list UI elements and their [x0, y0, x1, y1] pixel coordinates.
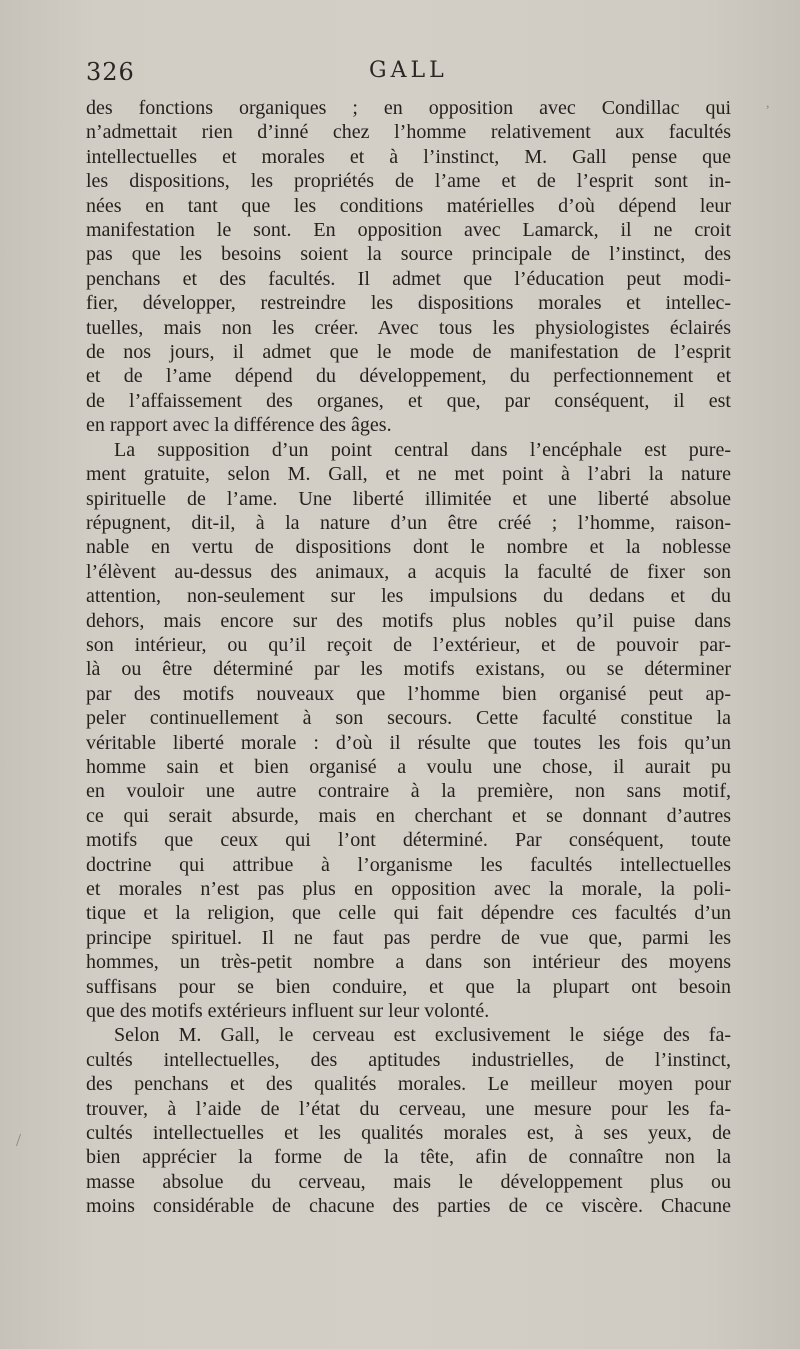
text-line: des penchans et des qualités morales. Le meilleur moyen pour [86, 1073, 731, 1096]
text-line: les dispositions, les propriétés de l’ame et de l’esprit sont in- [86, 170, 731, 193]
text-line: cultés intellectuelles, des aptitudes industrielles, de l’instinct, [86, 1048, 731, 1071]
text-line: La supposition d’un point central dans l’encéphale est pure- [114, 438, 731, 461]
text-line: intellectuelles et morales et à l’instinct, M. Gall pense que [86, 145, 731, 168]
text-line: nable en vertu de dispositions dont le nombre et la noblesse [86, 536, 731, 559]
text-line: de nos jours, il admet que le mode de manifestation de l’esprit [86, 341, 731, 364]
text-line: moins considérable de chacune des parties de ce viscère. Chacune [86, 1195, 731, 1218]
text-line: manifestation le sont. En opposition avec Lamarck, il ne croit [86, 219, 731, 242]
text-line: peler continuellement à son secours. Cette faculté constitue la [86, 707, 731, 730]
text-line: masse absolue du cerveau, mais le développement plus ou [86, 1170, 731, 1193]
text-line: hommes, un très-petit nombre a dans son intérieur des moyens [86, 951, 731, 974]
text-line: dehors, mais encore sur des motifs plus nobles qu’il puise dans [86, 609, 731, 632]
text-line: trouver, à l’aide de l’état du cerveau, une mesure pour les fa- [86, 1097, 731, 1120]
text-line: en vouloir une autre contraire à la première, non sans motif, [86, 780, 731, 803]
page-number: 326 [86, 58, 135, 86]
text-line: en rapport avec la différence des âges. [86, 414, 392, 437]
text-line: bien apprécier la forme de la tête, afin de connaître non la [86, 1146, 731, 1169]
margin-slash-mark: / [16, 1130, 22, 1150]
text-line: l’élèvent au-dessus des animaux, a acquis la faculté de fixer son [86, 560, 731, 583]
text-line: là ou être déterminé par les motifs existans, ou se déterminer [86, 658, 731, 681]
text-line: ce qui serait absurde, mais en cherchant et se donnant d’autres [86, 804, 731, 827]
text-line: ment gratuite, selon M. Gall, et ne met point à l’abri la nature [86, 463, 731, 486]
text-line: cultés intellectuelles et les qualités morales est, à ses yeux, de [86, 1122, 731, 1145]
text-line: fier, développer, restreindre les dispositions morales et intellec- [86, 292, 731, 315]
running-head: GALL [369, 58, 448, 83]
text-line: nées en tant que les conditions matérielles d’où dépend leur [86, 194, 731, 217]
text-line: et de l’ame dépend du développement, du perfectionnement et [86, 365, 731, 388]
text-line: véritable liberté morale : d’où il résulte que toutes les fois qu’un [86, 731, 731, 754]
text-line: pas que les besoins soient la source principale de l’instinct, des [86, 243, 731, 266]
text-line: des fonctions organiques ; en opposition avec Condillac qui [86, 97, 731, 119]
text-line: n’admettait rien d’inné chez l’homme relativement aux facultés [86, 121, 731, 144]
text-line: penchans et des facultés. Il admet que l’éducation peut modi- [86, 267, 731, 290]
text-line: son intérieur, ou qu’il reçoit de l’extérieur, et de pouvoir par- [86, 633, 731, 656]
margin-tick-mark: , [766, 96, 770, 111]
text-line: que des motifs extérieurs influent sur leur volonté. [86, 1000, 490, 1023]
text-line: attention, non-seulement sur les impulsions du dedans et du [86, 585, 731, 608]
body-text [86, 96, 731, 1219]
text-line: homme sain et bien organisé a voulu une chose, il aurait pu [86, 755, 731, 778]
text-line: spirituelle de l’ame. Une liberté illimitée et une liberté absolue [86, 487, 731, 510]
text-line: suffisans pour se bien conduire, et que la plupart ont besoin [86, 975, 731, 998]
page-header [86, 58, 731, 94]
text-line: principe spirituel. Il ne faut pas perdre de vue que, parmi les [86, 926, 731, 949]
text-line: et morales n’est pas plus en opposition avec la morale, la poli- [86, 878, 731, 900]
text-line: tuelles, mais non les créer. Avec tous les physiologistes éclairés [86, 316, 731, 339]
text-line: répugnent, dit-il, à la nature d’un être créé ; l’homme, raison- [86, 511, 731, 534]
text-line: tique et la religion, que celle qui fait dépendre ces facultés d’un [86, 902, 731, 925]
text-line: par des motifs nouveaux que l’homme bien organisé peut ap- [86, 682, 731, 705]
text-line: motifs que ceux qui l’ont déterminé. Par conséquent, toute [86, 829, 731, 852]
text-line: Selon M. Gall, le cerveau est exclusivement le siége des fa- [114, 1024, 731, 1047]
text-line: doctrine qui attribue à l’organisme les facultés intellectuelles [86, 853, 731, 876]
text-line: de l’affaissement des organes, et que, par conséquent, il est [86, 389, 731, 412]
